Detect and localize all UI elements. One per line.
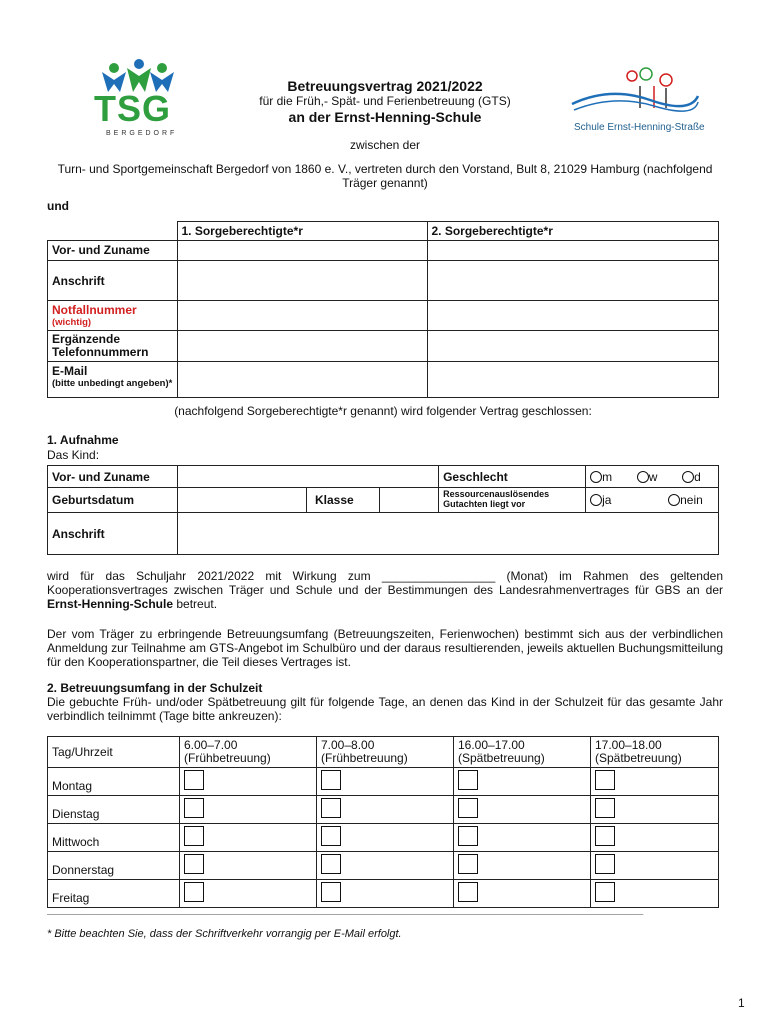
school-wave-icon	[570, 66, 700, 118]
child-name-label: Vor- und Zuname	[48, 466, 178, 488]
guardian-1-email-field[interactable]	[177, 362, 427, 398]
slot-time: 6.00–7.00	[184, 738, 238, 752]
day-slot-checkbox[interactable]	[321, 882, 341, 902]
child-label: Das Kind:	[47, 448, 100, 462]
gender-m-radio[interactable]	[590, 471, 602, 483]
day-row	[48, 796, 719, 824]
school-logo	[570, 66, 705, 138]
child-table	[47, 465, 719, 555]
emergency-note: (wichtig)	[52, 317, 92, 328]
slot-type: (Spätbetreuung)	[458, 751, 545, 765]
day-row	[48, 768, 719, 796]
day-label: Mittwoch	[48, 824, 180, 852]
guardian-2-header: 2. Sorgeberechtigte*r	[427, 222, 719, 241]
slot-type: (Frühbetreuung)	[184, 751, 271, 765]
day-row	[48, 852, 719, 880]
day-slot-checkbox[interactable]	[595, 882, 615, 902]
class-cell	[307, 488, 439, 513]
provider-text: Turn- und Sportgemeinschaft Bergedorf von 1860 e. V., vertreten durch den Vorstand, Bult 8, 21029 Hamburg (nachfolgend Träger genannt)	[57, 162, 713, 190]
day-slot-checkbox[interactable]	[595, 770, 615, 790]
footer-rule: ______________________________________________________________________________________________________________________________________	[47, 906, 644, 915]
day-slot-checkbox[interactable]	[458, 798, 478, 818]
guardian-name-label: Vor- und Zuname	[48, 241, 178, 261]
guardian-email-label	[48, 362, 178, 398]
report-options	[586, 488, 719, 513]
day-slot-checkbox[interactable]	[458, 882, 478, 902]
day-row	[48, 880, 719, 908]
contract-subtitle: für die Früh,- Spät- und Ferienbetreuung (GTS)	[259, 94, 511, 108]
guardian-address-label: Anschrift	[48, 261, 178, 301]
report-label: Ressourcenauslösendes Gutachten liegt vor	[439, 488, 586, 513]
guardians-closing: (nachfolgend Sorgeberechtigte*r genannt) wird folgender Vertrag geschlossen:	[174, 404, 592, 418]
section1-heading: 1. Aufnahme	[47, 433, 119, 447]
guardian-1-header: 1. Sorgeberechtigte*r	[177, 222, 427, 241]
para-admission-text: wird für das Schuljahr 2021/2022 mit Wirkung zum _________________ (Monat) im Rahmen des geltenden Kooperationsvertrages zwischen Träger und Schule und der Bestimmungen des Landesrahmenvertrages für GBS an der	[47, 569, 723, 597]
slot-time: 16.00–17.00	[458, 738, 525, 752]
guardian-2-address-field[interactable]	[427, 261, 719, 301]
day-slot-checkbox[interactable]	[184, 854, 204, 874]
between-text: zwischen der	[349, 138, 421, 152]
tsg-sub: BERGEDORF	[106, 130, 178, 137]
guardian-phone-label: Ergänzende Telefonnummern	[48, 331, 178, 362]
gender-w-label: w	[648, 469, 658, 484]
und-text: und	[47, 199, 69, 213]
email-note: (bitte unbedingt angeben)*	[52, 378, 173, 389]
day-slot-checkbox[interactable]	[321, 770, 341, 790]
day-slot-checkbox[interactable]	[458, 770, 478, 790]
guardians-table	[47, 221, 719, 398]
para-admission-school: Ernst-Henning-Schule	[47, 597, 174, 611]
para-admission-end: betreut.	[173, 597, 218, 611]
day-slot-checkbox[interactable]	[184, 882, 204, 902]
slot-time: 7.00–8.00	[321, 738, 375, 752]
report-no-label: nein	[680, 493, 703, 507]
guardian-2-email-field[interactable]	[427, 362, 719, 398]
day-row	[48, 824, 719, 852]
page-number: 1	[738, 996, 745, 1010]
day-slot-checkbox[interactable]	[184, 826, 204, 846]
gender-w-radio[interactable]	[637, 471, 649, 483]
footer-note: * Bitte beachten Sie, dass der Schriftverkehr vorrangig per E-Mail erfolgt.	[47, 928, 402, 940]
class-field[interactable]	[380, 488, 438, 512]
gender-options	[586, 466, 719, 488]
email-label: E-Mail	[52, 364, 88, 378]
day-slot-checkbox[interactable]	[595, 798, 615, 818]
schedule-corner: Tag/Uhrzeit	[48, 737, 180, 768]
guardian-1-name-field[interactable]	[177, 241, 427, 261]
day-slot-checkbox[interactable]	[321, 854, 341, 874]
gender-d-radio[interactable]	[682, 471, 694, 483]
class-label: Klasse	[307, 488, 380, 512]
para-admission	[47, 569, 723, 611]
school-name: an der Ernst-Henning-Schule	[288, 109, 482, 125]
day-slot-checkbox[interactable]	[184, 798, 204, 818]
child-address-label: Anschrift	[48, 513, 178, 555]
guardian-1-address-field[interactable]	[177, 261, 427, 301]
report-yes-label: ja	[602, 493, 612, 507]
day-slot-checkbox[interactable]	[458, 854, 478, 874]
para-scope-text: Der vom Träger zu erbringende Betreuungsumfang (Betreuungszeiten, Ferienwochen) bestimmt sich aus der verbindlichen Anmeldung zur Teilnahme am GTS-Angebot im Schulbüro und der daraus resultierenden, jeweils aktuellen Buchungsmitteilung für den Kooperationspartner, die Teil dieses Vertrages ist.	[47, 627, 723, 669]
day-label: Donnerstag	[48, 852, 180, 880]
slot-time: 17.00–18.00	[595, 738, 662, 752]
day-slot-checkbox[interactable]	[321, 826, 341, 846]
section2-intro	[47, 695, 723, 723]
guardian-1-phone-field[interactable]	[177, 331, 427, 362]
section2-heading: 2. Betreuungsumfang in der Schulzeit	[47, 681, 263, 695]
gender-m-label: m	[602, 469, 613, 484]
schedule-table	[47, 736, 719, 908]
emergency-label: Notfallnummer	[52, 303, 137, 317]
day-slot-checkbox[interactable]	[595, 854, 615, 874]
report-no-radio[interactable]	[668, 494, 680, 506]
birthdate-label: Geburtsdatum	[48, 488, 178, 513]
day-label: Freitag	[48, 880, 180, 908]
guardian-2-phone-field[interactable]	[427, 331, 719, 362]
slot-type: (Frühbetreuung)	[321, 751, 408, 765]
day-label: Montag	[48, 768, 180, 796]
child-name-field[interactable]	[178, 466, 439, 488]
slot-type: (Spätbetreuung)	[595, 751, 682, 765]
guardian-1-emergency-field[interactable]	[177, 301, 427, 331]
day-slot-checkbox[interactable]	[458, 826, 478, 846]
guardian-2-name-field[interactable]	[427, 241, 719, 261]
para-scope	[47, 627, 723, 669]
slot-header	[317, 737, 454, 768]
contract-title: Betreuungsvertrag 2021/2022	[287, 78, 483, 94]
day-slot-checkbox[interactable]	[184, 770, 204, 790]
guardian-emergency-label	[48, 301, 178, 331]
tsg-logo	[92, 58, 188, 138]
child-address-field[interactable]	[178, 513, 719, 555]
day-slot-checkbox[interactable]	[321, 798, 341, 818]
gender-label: Geschlecht	[439, 466, 586, 488]
tsg-brand: TSG	[94, 88, 172, 129]
birthdate-field[interactable]	[178, 488, 307, 513]
day-label: Dienstag	[48, 796, 180, 824]
school-caption: Schule Ernst-Henning-Straße	[574, 122, 705, 133]
section2-intro-text: Die gebuchte Früh- und/oder Spätbetreuung gilt für folgende Tage, an denen das Kind in der Schulzeit für das gesamte Jahr verbindlich teilnimmt (Tage bitte ankreuzen):	[47, 695, 723, 723]
slot-header	[454, 737, 591, 768]
report-yes-radio[interactable]	[590, 494, 602, 506]
guardian-2-emergency-field[interactable]	[427, 301, 719, 331]
slot-header	[180, 737, 317, 768]
gender-d-label: d	[694, 469, 701, 484]
slot-header	[591, 737, 719, 768]
day-slot-checkbox[interactable]	[595, 826, 615, 846]
